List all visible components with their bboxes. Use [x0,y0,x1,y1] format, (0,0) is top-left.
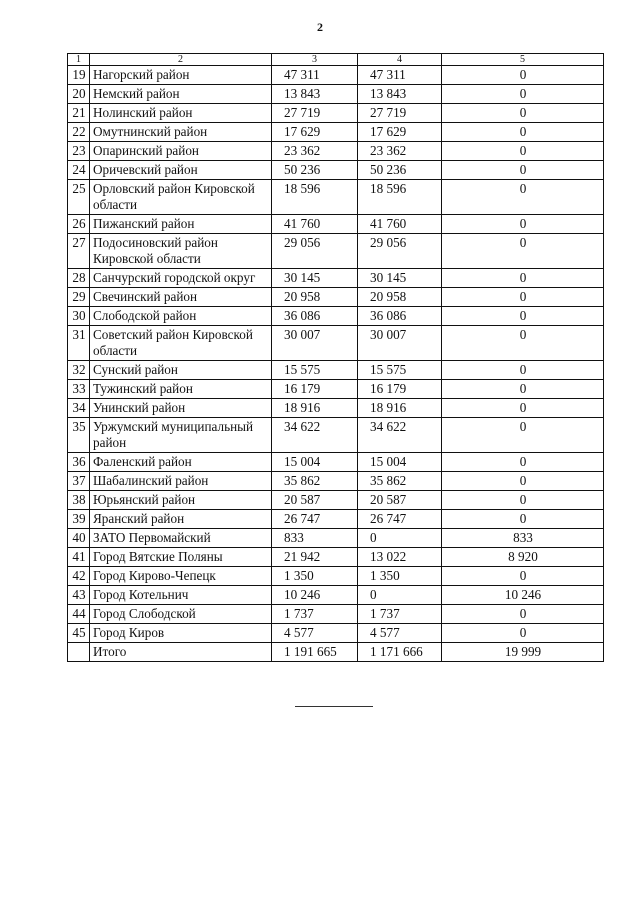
column-5-value-cell: 0 [442,142,604,161]
column-4-value-cell: 30 007 [358,326,442,361]
table-row [68,418,604,453]
table-row [68,361,604,380]
table-row [68,510,604,529]
table-row [68,161,604,180]
municipality-name-cell: Советский район Кировской области [90,326,272,361]
column-4-value-cell: 1 171 666 [358,643,442,662]
column-5-value-cell: 0 [442,288,604,307]
row-number-cell: 37 [68,472,90,491]
column-4-value-cell: 35 862 [358,472,442,491]
row-number-cell: 22 [68,123,90,142]
municipality-name-cell: Яранский район [90,510,272,529]
municipality-name-cell: Юрьянский район [90,491,272,510]
column-4-value-cell: 0 [358,529,442,548]
column-5-value-cell: 0 [442,104,604,123]
municipality-name-cell: Немский район [90,85,272,104]
column-5-value-cell: 0 [442,326,604,361]
municipality-name-cell: Свечинский район [90,288,272,307]
end-divider-line [295,706,373,707]
column-4-value-cell: 16 179 [358,380,442,399]
row-number-cell: 42 [68,567,90,586]
column-5-value-cell: 0 [442,624,604,643]
column-3-value-cell: 21 942 [272,548,358,567]
municipality-name-cell: Нолинский район [90,104,272,123]
column-4-value-cell: 15 004 [358,453,442,472]
page-number: 2 [317,20,323,34]
municipality-name-cell: Оричевский район [90,161,272,180]
table-row [68,307,604,326]
column-header-row [68,54,604,66]
column-5-value-cell: 0 [442,605,604,624]
municipality-name-cell: Санчурский городской округ [90,269,272,288]
column-4-value-cell: 18 596 [358,180,442,215]
column-4-value-cell: 30 145 [358,269,442,288]
municipality-name-cell: Фаленский район [90,453,272,472]
row-number-cell: 34 [68,399,90,418]
row-number-cell: 45 [68,624,90,643]
column-4-value-cell: 47 311 [358,66,442,85]
column-4-value-cell: 26 747 [358,510,442,529]
column-3-value-cell: 1 350 [272,567,358,586]
column-4-value-cell: 13 022 [358,548,442,567]
table-row [68,85,604,104]
row-number-cell: 30 [68,307,90,326]
row-number-cell: 44 [68,605,90,624]
column-3-value-cell: 20 587 [272,491,358,510]
row-number-cell: 38 [68,491,90,510]
row-number-cell: 39 [68,510,90,529]
column-5-value-cell: 0 [442,399,604,418]
column-5-value-cell: 19 999 [442,643,604,662]
row-number-cell: 36 [68,453,90,472]
municipality-name-cell: Орловский район Кировской области [90,180,272,215]
table-row [68,624,604,643]
column-3-value-cell: 35 862 [272,472,358,491]
table-row [68,66,604,85]
table-row [68,567,604,586]
row-number-cell [68,643,90,662]
column-3-value-cell: 30 145 [272,269,358,288]
table-body [68,54,604,662]
column-3-value-cell: 23 362 [272,142,358,161]
row-number-cell: 21 [68,104,90,123]
row-number-cell: 25 [68,180,90,215]
column-5-value-cell: 0 [442,567,604,586]
total-row [68,643,604,662]
row-number-cell: 27 [68,234,90,269]
table-row [68,104,604,123]
column-4-value-cell: 27 719 [358,104,442,123]
column-3-value-cell: 36 086 [272,307,358,326]
column-5-value-cell: 0 [442,234,604,269]
column-3-value-cell: 20 958 [272,288,358,307]
row-number-cell: 24 [68,161,90,180]
row-number-cell: 19 [68,66,90,85]
column-5-value-cell: 0 [442,472,604,491]
column-4-value-cell: 23 362 [358,142,442,161]
column-5-value-cell: 0 [442,215,604,234]
municipality-name-cell: Тужинский район [90,380,272,399]
column-5-value-cell: 0 [442,85,604,104]
column-3-value-cell: 833 [272,529,358,548]
municipality-name-cell: Унинский район [90,399,272,418]
table-row [68,215,604,234]
column-5-value-cell: 8 920 [442,548,604,567]
municipality-name-cell: Город Котельнич [90,586,272,605]
column-3-value-cell: 26 747 [272,510,358,529]
column-5-value-cell: 0 [442,453,604,472]
column-5-value-cell: 0 [442,161,604,180]
municipality-name-cell: Нагорский район [90,66,272,85]
column-5-value-cell: 0 [442,510,604,529]
column-header-4: 4 [358,54,442,66]
row-number-cell: 40 [68,529,90,548]
column-4-value-cell: 36 086 [358,307,442,326]
column-4-value-cell: 1 737 [358,605,442,624]
column-header-5: 5 [442,54,604,66]
table-row [68,380,604,399]
row-number-cell: 28 [68,269,90,288]
column-header-2: 2 [90,54,272,66]
table-row [68,472,604,491]
allocation-table [67,53,604,662]
row-number-cell: 26 [68,215,90,234]
table-row [68,123,604,142]
column-4-value-cell: 1 350 [358,567,442,586]
row-number-cell: 32 [68,361,90,380]
column-5-value-cell: 10 246 [442,586,604,605]
municipality-name-cell: Омутнинский район [90,123,272,142]
column-4-value-cell: 29 056 [358,234,442,269]
row-number-cell: 41 [68,548,90,567]
column-5-value-cell: 0 [442,491,604,510]
table-row [68,453,604,472]
row-number-cell: 31 [68,326,90,361]
table-row [68,269,604,288]
column-3-value-cell: 13 843 [272,85,358,104]
column-5-value-cell: 0 [442,380,604,399]
table-row [68,586,604,605]
table-row [68,548,604,567]
column-header-1: 1 [68,54,90,66]
column-4-value-cell: 34 622 [358,418,442,453]
column-4-value-cell: 15 575 [358,361,442,380]
row-number-cell: 20 [68,85,90,104]
municipality-name-cell: Город Слободской [90,605,272,624]
column-3-value-cell: 17 629 [272,123,358,142]
table-row [68,142,604,161]
column-5-value-cell: 0 [442,269,604,288]
row-number-cell: 23 [68,142,90,161]
municipality-name-cell: Пижанский район [90,215,272,234]
municipality-name-cell: Город Кирово-Чепецк [90,567,272,586]
municipality-name-cell: Опаринский район [90,142,272,161]
municipality-name-cell: ЗАТО Первомайский [90,529,272,548]
column-3-value-cell: 27 719 [272,104,358,123]
table-row [68,491,604,510]
column-3-value-cell: 34 622 [272,418,358,453]
municipality-name-cell: Сунский район [90,361,272,380]
column-4-value-cell: 0 [358,586,442,605]
column-3-value-cell: 18 916 [272,399,358,418]
column-4-value-cell: 18 916 [358,399,442,418]
column-3-value-cell: 16 179 [272,380,358,399]
column-5-value-cell: 833 [442,529,604,548]
column-4-value-cell: 50 236 [358,161,442,180]
table-row [68,234,604,269]
municipality-name-cell: Слободской район [90,307,272,326]
row-number-cell: 33 [68,380,90,399]
column-3-value-cell: 15 004 [272,453,358,472]
table-row [68,326,604,361]
table-row [68,529,604,548]
column-3-value-cell: 30 007 [272,326,358,361]
column-3-value-cell: 10 246 [272,586,358,605]
table-row [68,399,604,418]
column-4-value-cell: 20 958 [358,288,442,307]
column-5-value-cell: 0 [442,123,604,142]
municipality-name-cell: Уржумский муниципальный район [90,418,272,453]
table-row [68,605,604,624]
column-5-value-cell: 0 [442,418,604,453]
municipality-name-cell: Город Киров [90,624,272,643]
column-header-3: 3 [272,54,358,66]
column-5-value-cell: 0 [442,307,604,326]
column-5-value-cell: 0 [442,180,604,215]
column-3-value-cell: 18 596 [272,180,358,215]
column-5-value-cell: 0 [442,361,604,380]
row-number-cell: 43 [68,586,90,605]
column-3-value-cell: 29 056 [272,234,358,269]
column-3-value-cell: 47 311 [272,66,358,85]
municipality-name-cell: Подосиновский район Кировской области [90,234,272,269]
column-4-value-cell: 20 587 [358,491,442,510]
row-number-cell: 29 [68,288,90,307]
column-4-value-cell: 4 577 [358,624,442,643]
municipality-name-cell: Шабалинский район [90,472,272,491]
column-4-value-cell: 13 843 [358,85,442,104]
column-3-value-cell: 4 577 [272,624,358,643]
table-row [68,180,604,215]
column-3-value-cell: 1 191 665 [272,643,358,662]
column-5-value-cell: 0 [442,66,604,85]
column-4-value-cell: 41 760 [358,215,442,234]
column-3-value-cell: 41 760 [272,215,358,234]
row-number-cell: 35 [68,418,90,453]
municipality-name-cell: Итого [90,643,272,662]
column-3-value-cell: 50 236 [272,161,358,180]
column-4-value-cell: 17 629 [358,123,442,142]
table-row [68,288,604,307]
municipality-name-cell: Город Вятские Поляны [90,548,272,567]
column-3-value-cell: 1 737 [272,605,358,624]
column-3-value-cell: 15 575 [272,361,358,380]
